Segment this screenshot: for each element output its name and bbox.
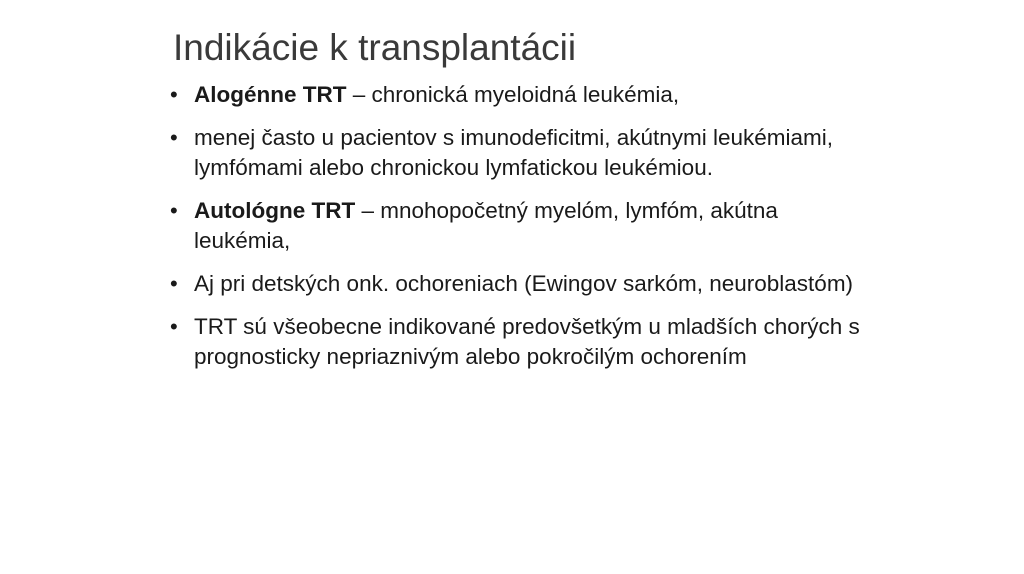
bullet-dot-icon: • [170,271,178,296]
bullet-item [170,123,870,183]
bullet-item [170,196,870,256]
bullet-dot-icon: • [170,82,178,107]
bullet-text: – mnohopočetný myelóm, lymfóm, akútna leukémia, [194,198,778,253]
bullet-list [170,80,870,385]
bullet-item [170,80,870,110]
bullet-bold-text: Autológne TRT [194,198,356,223]
bullet-item [170,269,870,299]
bullet-text: Aj pri detských onk. ochoreniach (Ewingov sarkóm, neuroblastóm) [194,271,854,296]
bullet-text: – chronická myeloidná leukémia, [346,82,680,107]
bullet-item [170,312,870,372]
bullet-text: TRT sú všeobecne indikované predovšetkým u mladších chorých s prognosticky nepriaznivým alebo pokročilým ochorením [194,314,860,369]
bullet-dot-icon: • [170,125,178,150]
bullet-dot-icon: • [170,314,178,339]
bullet-text: menej často u pacientov s imunodeficitmi, akútnymi leukémiami, lymfómami alebo chronickou lymfatickou leukémiou. [194,125,834,180]
bullet-bold-text: Alogénne TRT [194,82,347,107]
bullet-dot-icon: • [170,198,178,223]
slide-title: Indikácie k transplantácii [173,27,577,68]
